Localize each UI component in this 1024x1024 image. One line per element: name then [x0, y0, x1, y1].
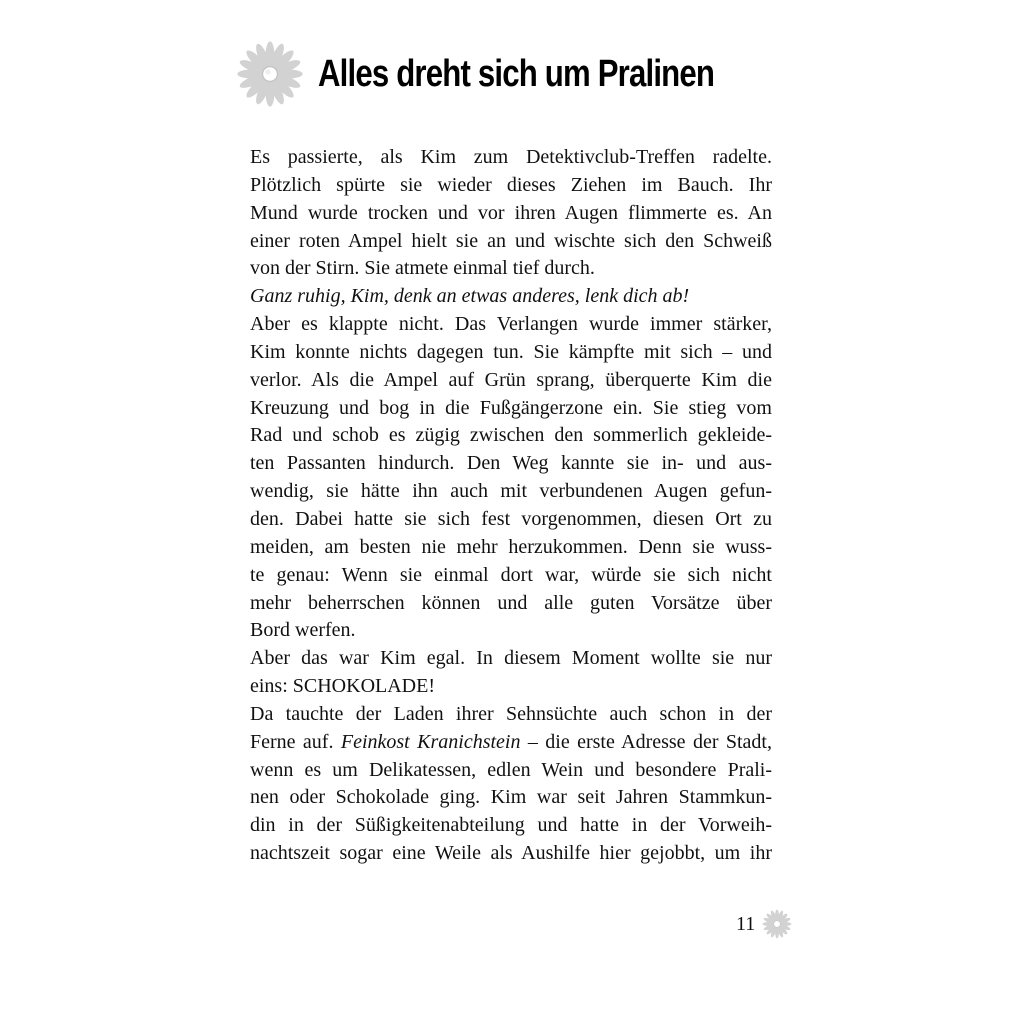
page-number: 11	[736, 913, 756, 935]
text-line: meiden, am besten nie mehr herzukommen. Denn sie wuss-	[250, 535, 772, 558]
page-footer	[722, 906, 794, 942]
text-segment: – die erste Adresse der Stadt,	[520, 730, 772, 753]
text-line: Rad und schob es zügig zwischen den sommerlich gekleide-	[250, 424, 772, 447]
text-line: von der Stirn. Sie atmete einmal tief durch.	[250, 257, 595, 280]
text-line: Kim konnte nichts dagegen tun. Sie kämpfte mit sich – und	[250, 340, 772, 363]
text-line: Aber das war Kim egal. In diesem Moment wollte sie nur	[250, 647, 772, 670]
text-line: verlor. Als die Ampel auf Grün sprang, überquerte Kim die	[250, 368, 772, 391]
text-line: wendig, sie hätte ihn auch mit verbundenen Augen gefun-	[250, 480, 772, 503]
text-line: te genau: Wenn sie einmal dort war, würde sie sich nicht	[250, 563, 772, 586]
text-segment: Ferne auf.	[250, 730, 341, 753]
text-line: Kreuzung und bog in die Fußgängerzone ein. Sie stieg vom	[250, 396, 772, 419]
text-line: ten Passanten hindurch. Den Weg kannte sie in- und aus-	[250, 452, 772, 475]
text-line: Aber es klappte nicht. Das Verlangen wurde immer stärker,	[250, 313, 772, 336]
text-line: nachtszeit sogar eine Weile als Aushilfe hier gejobbt, um ihr	[250, 842, 772, 865]
text-line: Plötzlich spürte sie wieder dieses Ziehen im Bauch. Ihr	[250, 173, 772, 196]
chapter-title: Alles dreht sich um Pralinen	[318, 53, 715, 95]
daisy-icon	[236, 40, 304, 108]
text-line: Da tauchte der Laden ihrer Sehnsüchte auch schon in der	[250, 702, 772, 725]
text-line: mehr beherrschen können und alle guten Vorsätze über	[250, 591, 772, 614]
text-line: Mund wurde trocken und vor ihren Augen flimmerte es. An	[250, 201, 772, 224]
daisy-icon	[762, 909, 792, 939]
text-line: eins: SCHOKOLADE!	[250, 675, 435, 698]
italic-text: Feinkost Kranichstein	[340, 730, 521, 753]
text-line: Bord werfen.	[250, 619, 356, 642]
text-line: Ganz ruhig, Kim, denk an etwas anderes, lenk dich ab!	[250, 285, 690, 308]
text-line: den. Dabei hatte sie sich fest vorgenommen, diesen Ort zu	[250, 507, 772, 530]
text-line: Es passierte, als Kim zum Detektivclub-Treffen radelte.	[250, 146, 772, 168]
text-line	[250, 729, 772, 757]
text-line: nen oder Schokolade ging. Kim war seit Jahren Stammkun-	[250, 786, 772, 809]
body-text	[250, 144, 772, 868]
text-line: einer roten Ampel hielt sie an und wischte sich den Schweiß	[250, 229, 772, 252]
text-line: din in der Süßigkeitenabteilung und hatte in der Vorweih-	[250, 814, 772, 837]
text-line: wenn es um Delikatessen, edlen Wein und besondere Prali-	[250, 758, 772, 781]
